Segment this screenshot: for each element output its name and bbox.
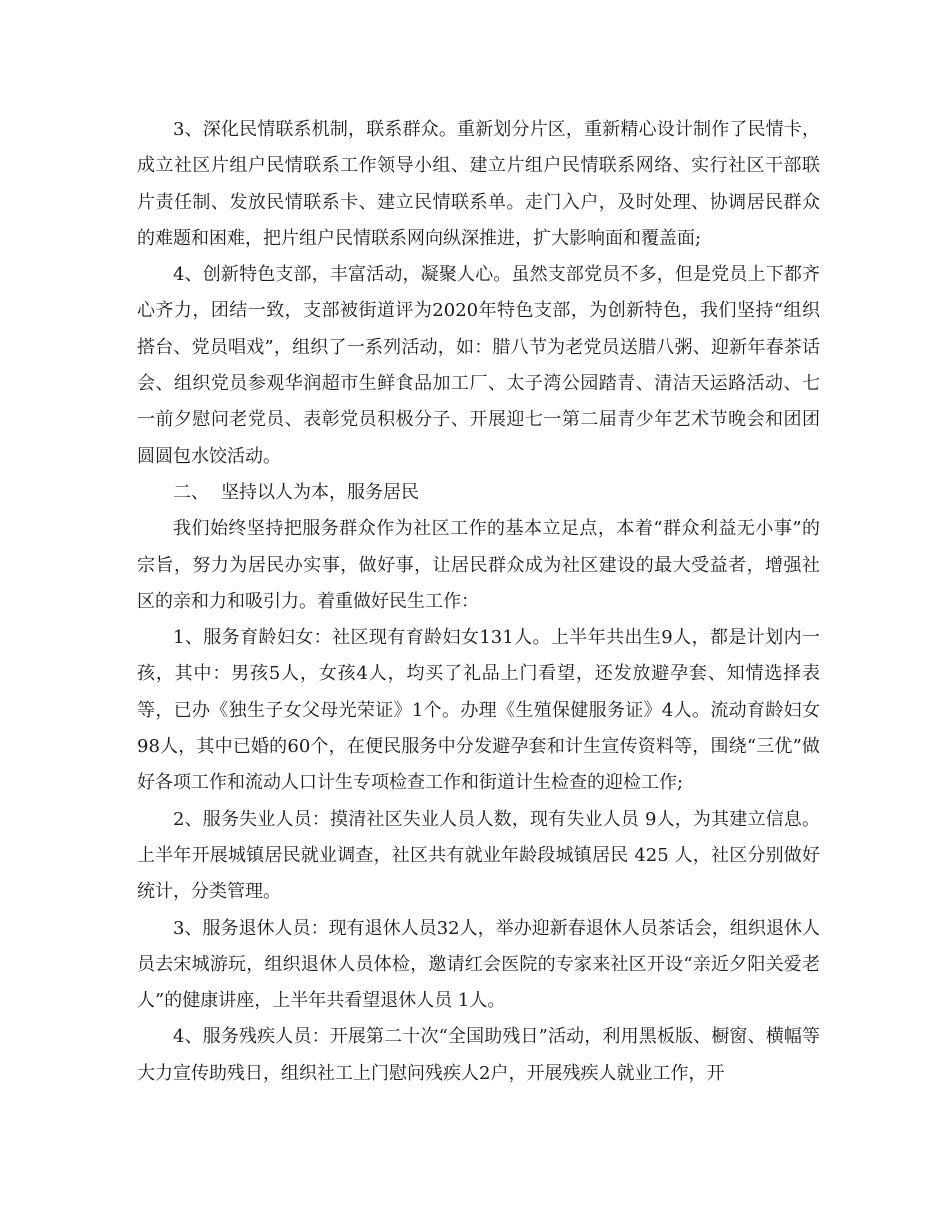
- paragraph-women-service: 1、服务育龄妇女：社区现有育龄妇女131人。上半年共出生9人，都是计划内一孩，其中：男孩5人，女孩4人，均买了礼品上门看望，还发放避孕套、知情选择表等，已办《独生子女父母光荣证》1个。办理《生殖保健服务证》4人。流动育龄妇女98人，其中已婚的60个，在便民服务中分发避孕套和计生宣传资料等，围绕“三优”做好各项工作和流动人口计生专项检查工作和街道计生检查的迎检工作;: [137, 627, 820, 794]
- section-heading: [137, 475, 820, 511]
- paragraph-disabled-service: 4、服务残疾人员：开展第二十次“全国助残日”活动，利用黑板版、橱窗、横幅等大力宣传助残日，组织社工上门慰问残疾人2户，开展残疾人就业工作，开: [137, 1026, 820, 1084]
- paragraph-retiree-service: 3、服务退休人员：现有退休人员32人，举办迎新春退休人员茶话会，组织退休人员去宋城游玩，组织退休人员体检，邀请红会医院的专家来社区开设“亲近夕阳关爱老人”的健康讲座，上半年共看望退休人员 1人。: [137, 917, 820, 1012]
- section-heading-number: 二、: [173, 481, 209, 503]
- paragraph-service-intro: 我们始终坚持把服务群众作为社区工作的基本立足点，本着“群众利益无小事”的宗旨，努力为居民办实事，做好事，让居民群众成为社区建设的最大受益者，增强社区的亲和力和吸引力。着重做好民生工作：: [137, 518, 820, 612]
- section-heading-title: 坚持以人为本，服务居民: [221, 481, 419, 503]
- paragraph-unemployed-service: 2、服务失业人员：摸清社区失业人员人数，现有失业人员 9人，为其建立信息。上半年开展城镇居民就业调查，社区共有就业年龄段城镇居民 425 人，社区分别做好统计，分类管理。: [137, 808, 820, 903]
- paragraph-party-branch: 4、创新特色支部，丰富活动，凝聚人心。虽然支部党员不多，但是党员上下都齐心齐力，团结一致，支部被街道评为2020年特色支部，为创新特色，我们坚持“组织搭台、党员唱戏”，组织了一系列活动，如：腊八节为老党员送腊八粥、迎新年春茶话会、组织党员参观华润超市生鲜食品加工厂、太子湾公园踏青、清洁天运路活动、七一前夕慰问老党员、表彰党员积极分子、开展迎七一第二届青少年艺术节晚会和团团圆圆包水饺活动。: [137, 264, 820, 467]
- paragraph-civil-liaison: 3、深化民情联系机制，联系群众。重新划分片区，重新精心设计制作了民情卡，成立社区片组户民情联系工作领导小组、建立片组户民情联系网络、实行社区干部联片责任制、发放民情联系卡、建立民情联系单。走门入户，及时处理、协调居民群众的难题和困难，把片组户民情联系网向纵深推进，扩大影响面和覆盖面;: [137, 119, 820, 249]
